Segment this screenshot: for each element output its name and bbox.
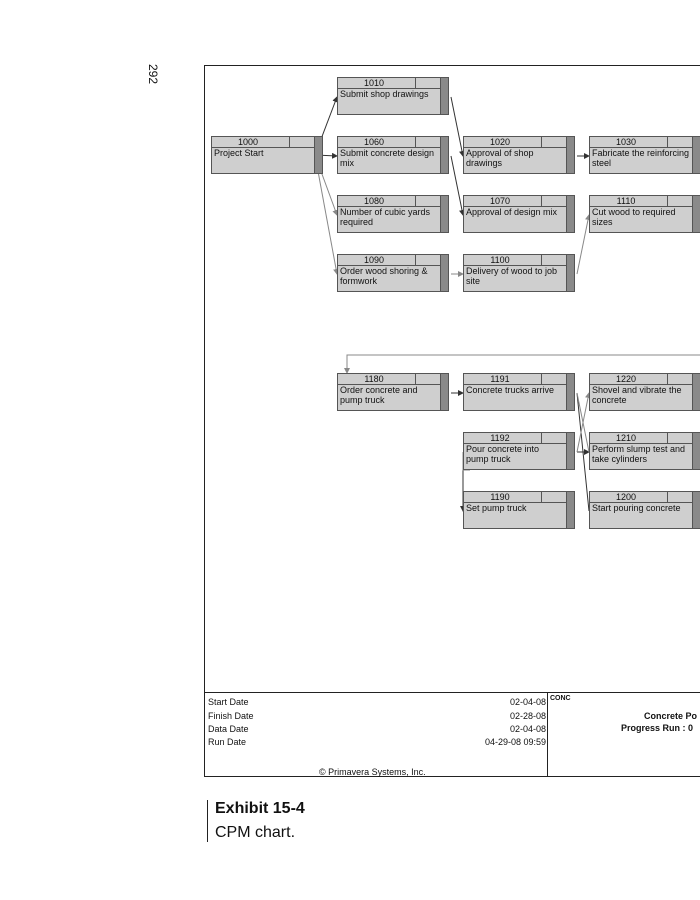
activity-node-1200 xyxy=(589,491,700,529)
activity-name: Approval of shop drawings xyxy=(466,148,534,168)
activity-bar xyxy=(692,137,700,173)
activity-node-1210 xyxy=(589,432,700,470)
activity-id: 1191 xyxy=(490,374,510,384)
data-date-label: Data Date xyxy=(208,724,249,734)
activity-name: Delivery of wood to job site xyxy=(466,266,558,286)
activity-id: 1080 xyxy=(363,196,385,206)
activity-name: Approval of design mix xyxy=(466,207,558,217)
activity-bar xyxy=(692,492,700,528)
activity-node-1191 xyxy=(463,373,575,411)
activity-bar xyxy=(566,433,574,469)
activity-id: 1070 xyxy=(489,196,511,206)
start-date-value: 02-04-08 xyxy=(509,697,546,707)
activity-id: 1180 xyxy=(364,374,384,384)
activity-id: 1020 xyxy=(489,137,511,147)
activity-bar xyxy=(692,374,700,410)
activity-bar xyxy=(566,255,574,291)
activity-node-1060 xyxy=(337,136,449,174)
finish-date-value: 02-28-08 xyxy=(509,711,546,721)
activity-id: 1210 xyxy=(615,433,637,443)
activity-node-1030 xyxy=(589,136,700,174)
run-date-label: Run Date xyxy=(208,737,247,747)
activity-node-1090 xyxy=(337,254,449,292)
exhibit-label: Exhibit 15-4 xyxy=(215,800,305,817)
activity-name: Fabricate the reinforcing steel xyxy=(592,148,690,168)
project-code: CONC xyxy=(550,695,571,702)
activity-bar xyxy=(692,196,700,232)
activity-name: Order wood shoring & formwork xyxy=(340,266,428,286)
activity-node-1010 xyxy=(337,77,449,115)
activity-id: 1192 xyxy=(490,433,510,443)
activity-bar xyxy=(566,137,574,173)
activity-node-1190 xyxy=(463,491,575,529)
caption-text: CPM chart. xyxy=(215,824,296,841)
activity-bar xyxy=(566,374,574,410)
activity-id: 1000 xyxy=(237,137,259,147)
activity-bar xyxy=(440,255,448,291)
activity-node-1110 xyxy=(589,195,700,233)
activity-name: Project Start xyxy=(214,148,264,158)
project-title: Concrete Po xyxy=(644,711,698,721)
activity-name: Cut wood to required sizes xyxy=(592,207,676,227)
activity-name: Submit shop drawings xyxy=(340,89,429,99)
start-date-label: Start Date xyxy=(208,697,249,707)
activity-node-1020 xyxy=(463,136,575,174)
activity-name: Pour concrete into pump truck xyxy=(466,444,540,464)
activity-name: Start pouring concrete xyxy=(592,503,681,513)
activity-name: Set pump truck xyxy=(466,503,527,513)
activity-name: Order concrete and pump truck xyxy=(340,385,418,405)
activity-id: 1220 xyxy=(615,374,637,384)
activity-node-1070 xyxy=(463,195,575,233)
activity-name: Concrete trucks arrive xyxy=(466,385,555,395)
finish-date-label: Finish Date xyxy=(208,711,254,721)
activity-bar xyxy=(566,196,574,232)
activity-id: 1110 xyxy=(616,196,636,206)
activity-id: 1030 xyxy=(615,137,637,147)
activity-id: 1010 xyxy=(363,78,385,88)
activity-bar xyxy=(440,374,448,410)
activity-node-1000 xyxy=(211,136,323,174)
activity-bar xyxy=(566,492,574,528)
caption xyxy=(207,800,305,842)
activity-id: 1100 xyxy=(490,255,510,265)
activity-name: Submit concrete design mix xyxy=(340,148,435,168)
activity-bar xyxy=(440,196,448,232)
activity-id: 1060 xyxy=(363,137,385,147)
activity-bar xyxy=(440,78,448,114)
activity-node-1180 xyxy=(337,373,449,411)
progress-run: Progress Run : 0 xyxy=(621,723,694,733)
activity-node-1100 xyxy=(463,254,575,292)
copyright: © Primavera Systems, Inc. xyxy=(319,767,426,777)
activity-node-1192 xyxy=(463,432,575,470)
activity-name: Number of cubic yards required xyxy=(340,207,431,227)
page-number: 292 xyxy=(146,64,160,85)
activity-name: Perform slump test and take cylinders xyxy=(592,444,686,464)
activity-id: 1200 xyxy=(615,492,637,502)
data-date-value: 02-04-08 xyxy=(509,724,546,734)
footer-panel xyxy=(204,692,700,777)
activity-id: 1190 xyxy=(490,492,510,502)
activity-node-1080 xyxy=(337,195,449,233)
activity-bar xyxy=(440,137,448,173)
activity-bar xyxy=(692,433,700,469)
activity-id: 1090 xyxy=(363,255,385,265)
activity-node-1220 xyxy=(589,373,700,411)
run-date-value: 04-29-08 09:59 xyxy=(484,737,546,747)
activity-name: Shovel and vibrate the concrete xyxy=(592,385,682,405)
activity-bar xyxy=(314,137,322,173)
footer-divider xyxy=(547,693,548,777)
